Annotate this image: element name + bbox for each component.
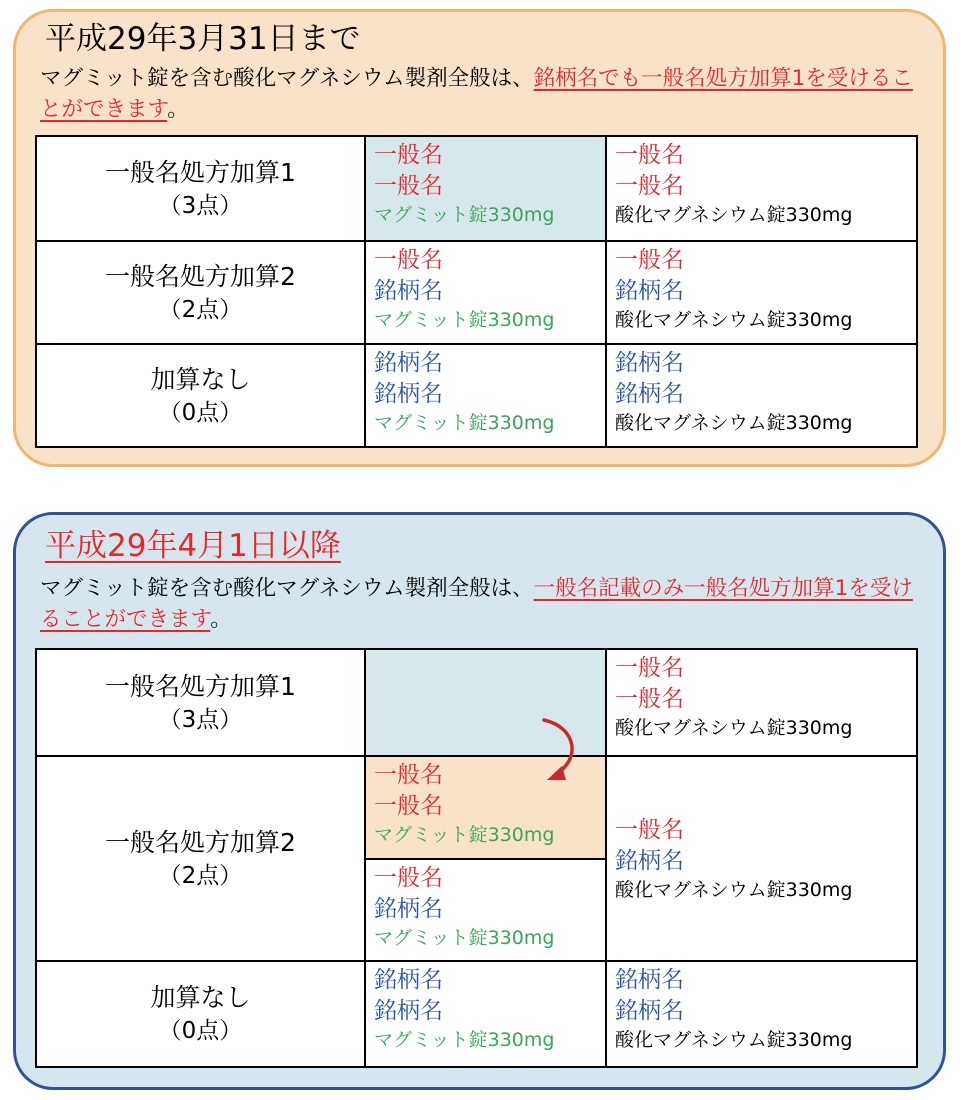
curved-arrow-icon — [538, 716, 584, 788]
cell-drug: 酸化マグネシウム錠330mg — [615, 204, 853, 226]
row-label-text: 一般名処方加算1 — [105, 671, 296, 701]
table-row-label — [37, 650, 364, 755]
cell-line: 銘柄名 — [374, 381, 443, 407]
table-cell — [605, 650, 916, 755]
cell-drug: 酸化マグネシウム錠330mg — [615, 309, 853, 331]
cell-drug: マグミット錠330mg — [374, 824, 555, 846]
cell-line: 銘柄名 — [615, 847, 684, 874]
table-row-label — [37, 755, 364, 960]
cell-line: 一般名 — [374, 762, 443, 788]
table-cell — [605, 343, 916, 446]
panel2-description — [40, 573, 930, 635]
panel2-desc-end: 。 — [210, 607, 232, 632]
table-row-label — [37, 240, 364, 343]
row-label-text: 一般名処方加算1 — [105, 157, 296, 187]
table-cell — [364, 960, 605, 1066]
panel1-desc-plain: マグミット錠を含む酸化マグネシウム製剤全般は、 — [40, 66, 534, 91]
cell-line: 一般名 — [374, 865, 443, 891]
panel1-title: 平成29年3月31日まで — [45, 21, 361, 57]
cell-drug: 酸化マグネシウム錠330mg — [615, 412, 853, 434]
row-points-text: （2点） — [158, 296, 243, 323]
panel1-desc-highlight: 銘柄名でも一般名処方加算1を受けることができます — [40, 66, 913, 122]
cell-line: 銘柄名 — [615, 278, 684, 304]
table-cell — [605, 755, 916, 960]
table-cell — [364, 137, 605, 240]
cell-line: 一般名 — [374, 173, 443, 199]
panel2-title: 平成29年4月1日以降 — [45, 528, 341, 564]
cell-drug: マグミット錠330mg — [374, 412, 555, 434]
cell-line: 一般名 — [374, 142, 443, 168]
row-points-text: （0点） — [158, 1018, 243, 1044]
table-row-label — [37, 137, 364, 240]
cell-line: 一般名 — [615, 173, 684, 199]
row-points-text: （2点） — [158, 862, 243, 889]
cell-line: 一般名 — [615, 655, 684, 681]
cell-line: 銘柄名 — [374, 896, 443, 922]
cell-line: 銘柄名 — [615, 350, 684, 376]
cell-line: 一般名 — [374, 793, 443, 819]
table-cell — [605, 240, 916, 343]
panel2-desc-highlight: 一般名記載のみ一般名処方加算1を受けることができます — [40, 576, 913, 632]
cell-line: 銘柄名 — [615, 381, 684, 407]
cell-line: 銘柄名 — [374, 967, 443, 993]
cell-line: 一般名 — [374, 247, 443, 273]
cell-line: 銘柄名 — [615, 998, 684, 1024]
panel2-table — [35, 648, 918, 1068]
cell-drug: マグミット錠330mg — [374, 1029, 555, 1051]
panel1-description — [40, 63, 930, 125]
cell-line: 一般名 — [615, 247, 684, 273]
table-row-label — [37, 960, 364, 1066]
panel1-table — [35, 135, 918, 448]
row-points-text: （0点） — [158, 399, 243, 426]
table-row-label — [37, 343, 364, 446]
cell-drug: 酸化マグネシウム錠330mg — [615, 878, 853, 901]
row-label-text: 一般名処方加算2 — [105, 261, 296, 291]
cell-drug: 酸化マグネシウム錠330mg — [615, 1029, 853, 1051]
panel1-desc-end: 。 — [167, 97, 189, 122]
cell-line: 銘柄名 — [374, 350, 443, 376]
cell-line: 銘柄名 — [374, 278, 443, 304]
table-cell — [364, 343, 605, 446]
cell-drug: マグミット錠330mg — [374, 927, 555, 949]
table-cell — [605, 960, 916, 1066]
cell-line: 一般名 — [615, 686, 684, 712]
row-label-text: 加算なし — [150, 983, 251, 1012]
cell-line: 銘柄名 — [374, 998, 443, 1024]
cell-drug: マグミット錠330mg — [374, 309, 555, 331]
cell-drug: マグミット錠330mg — [374, 204, 555, 226]
row-points-text: （3点） — [158, 706, 243, 733]
cell-drug: 酸化マグネシウム錠330mg — [615, 717, 853, 739]
panel2-desc-plain: マグミット錠を含む酸化マグネシウム製剤全般は、 — [40, 576, 534, 601]
table-cell — [364, 240, 605, 343]
cell-line: 一般名 — [615, 142, 684, 168]
cell-line: 銘柄名 — [615, 967, 684, 993]
row-label-text: 加算なし — [150, 364, 251, 394]
row-label-text: 一般名処方加算2 — [105, 827, 296, 857]
table-cell — [364, 858, 605, 960]
table-cell — [605, 137, 916, 240]
row-points-text: （3点） — [158, 192, 243, 219]
cell-line: 一般名 — [615, 816, 684, 843]
